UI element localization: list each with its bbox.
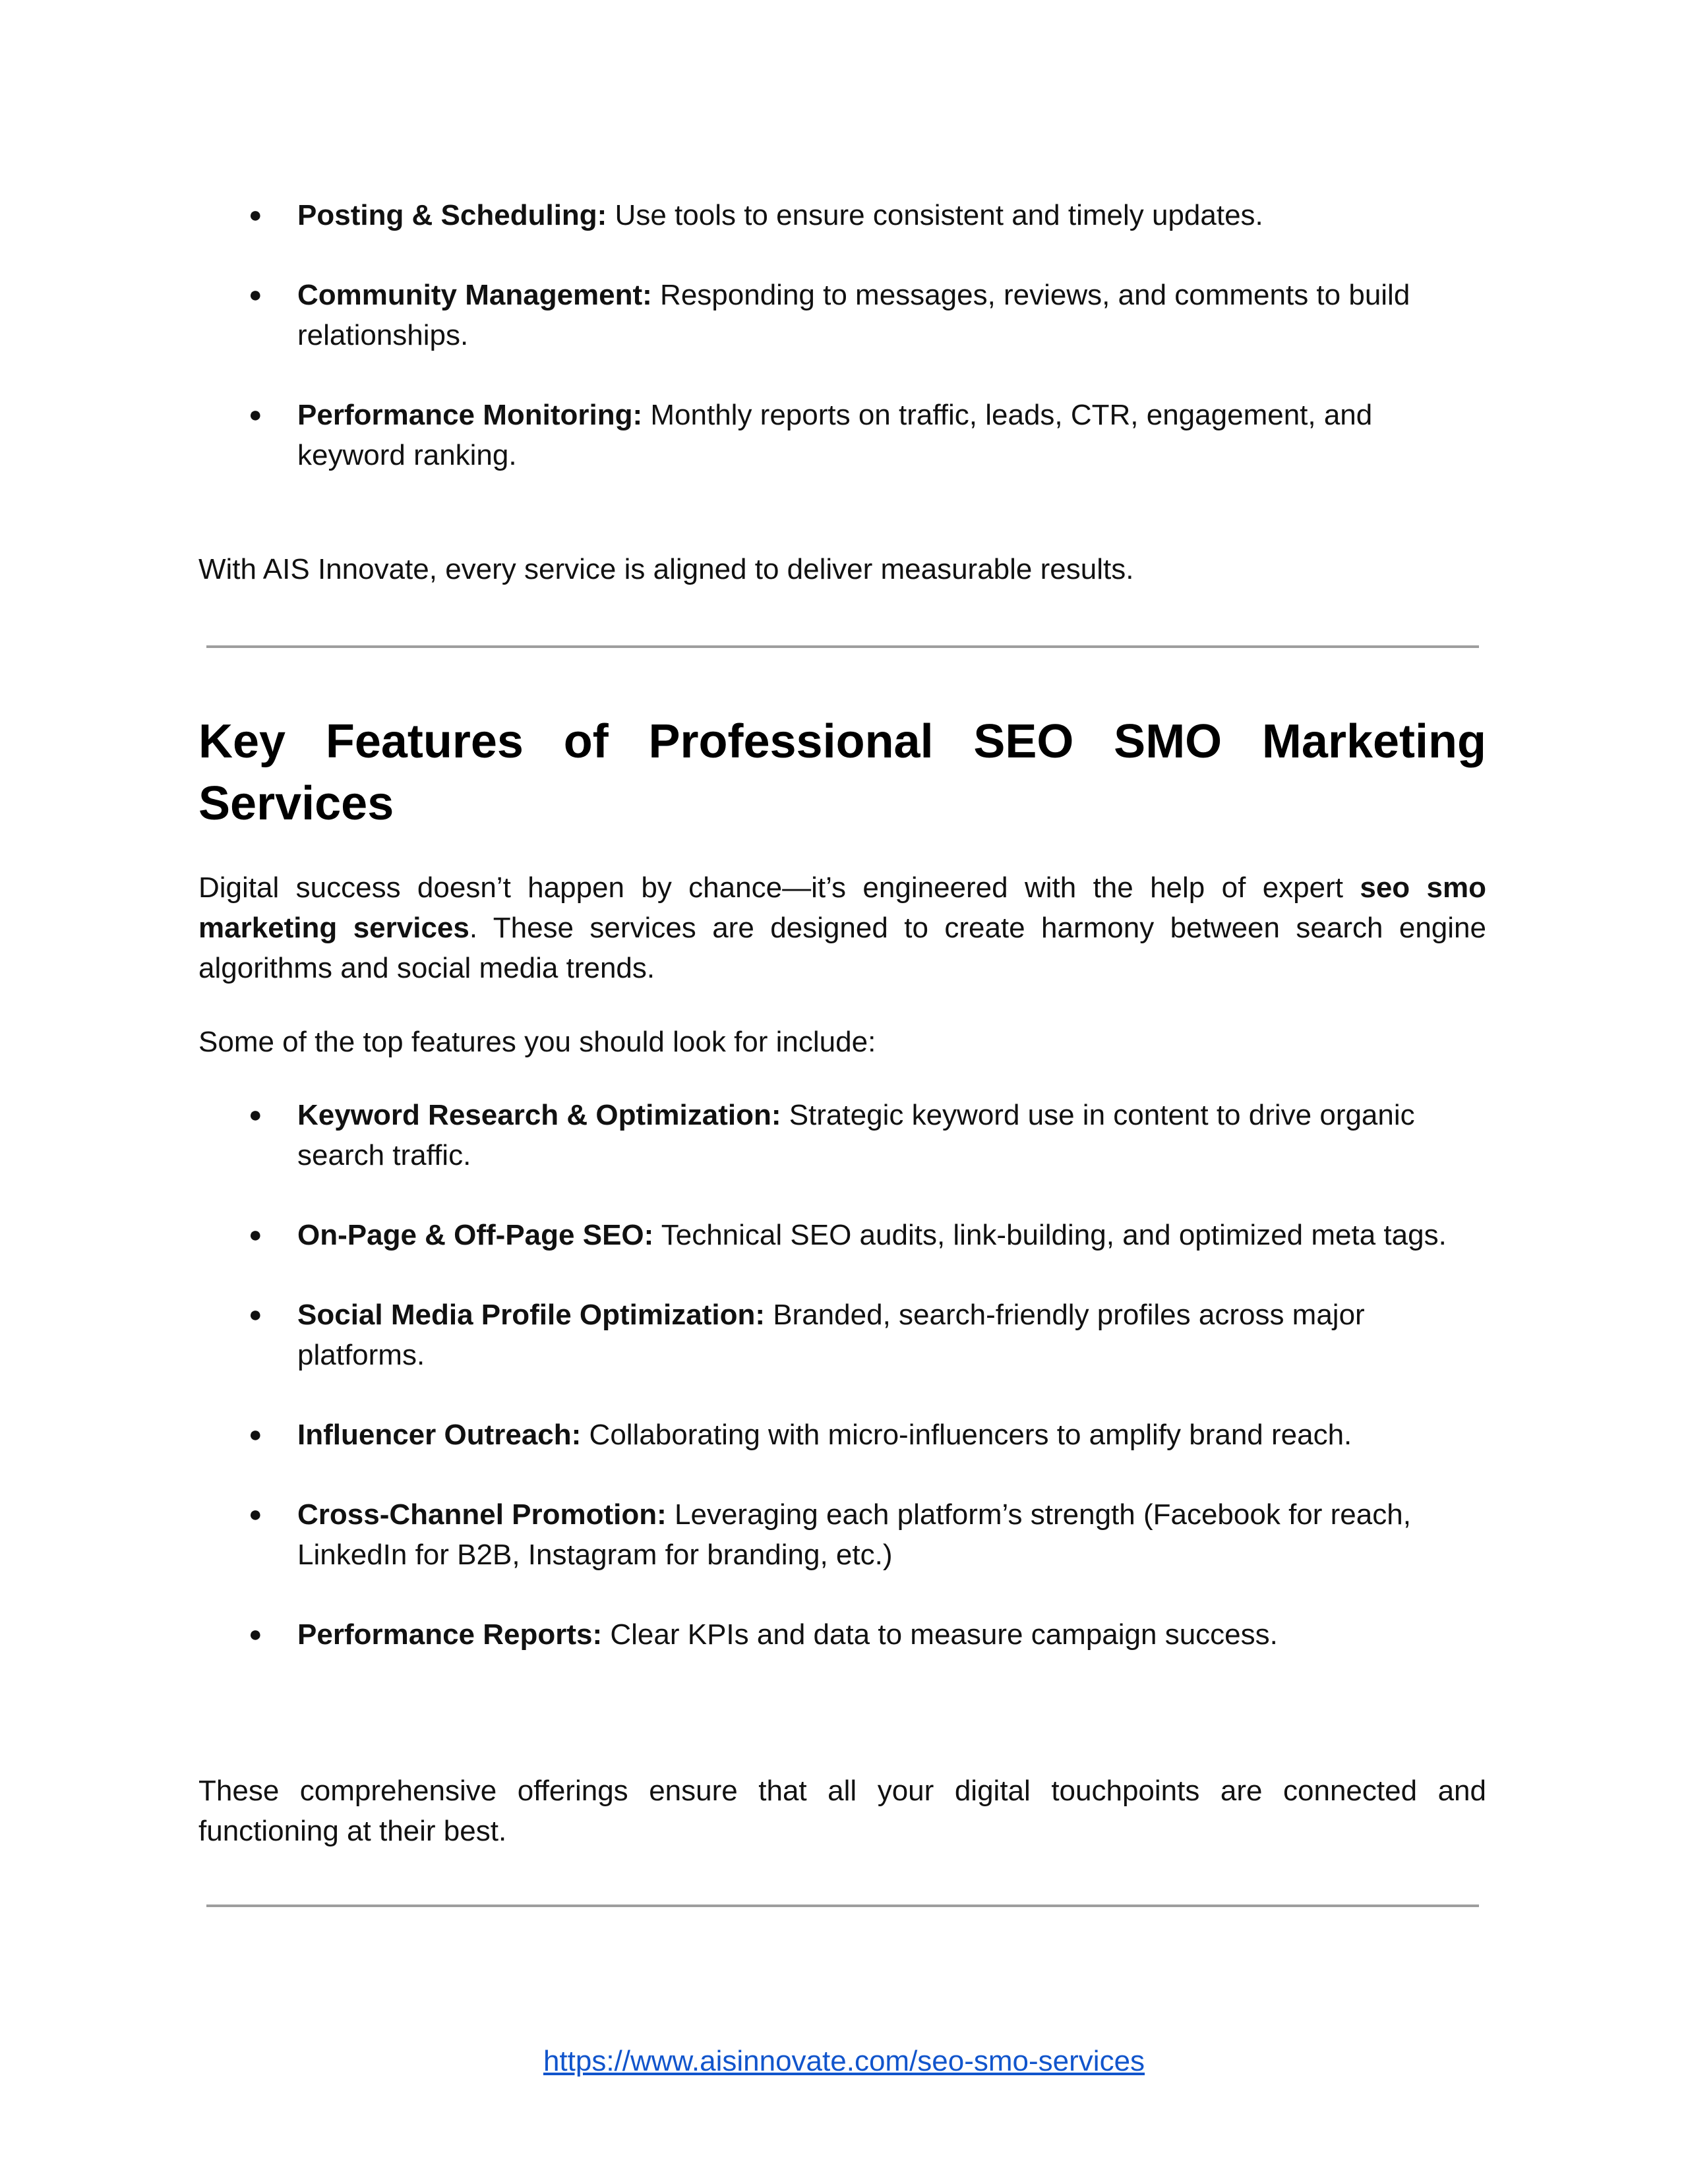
list-item-label: Keyword Research & Optimization: [297,1099,781,1131]
horizontal-divider [206,645,1479,648]
intro-text: Digital success doesn’t happen by chance—it’s engineered with the help of expert [198,871,1360,904]
list-item-text: Clear KPIs and data to measure campaign success. [602,1618,1278,1651]
bullet-icon: ● [249,1622,262,1647]
list-item-text: Branded, search-friendly profiles across major platforms. [297,1299,1365,1371]
list-item-label: On-Page & Off-Page SEO: [297,1219,654,1251]
list-item-label: Community Management: [297,279,652,311]
list-item-text: Use tools to ensure consistent and timely updates. [607,199,1263,231]
section-heading: Key Features of Professional SEO SMO Marketing Services [198,715,1486,830]
list-item-text: Monthly reports on traffic, leads, CTR, engagement, and keyword ranking. [297,399,1373,471]
list-item [198,1494,1486,1575]
intro-keyword: seo smo marketing services [198,871,1486,944]
list-item-text: Responding to messages, reviews, and comments to build relationships. [297,279,1410,351]
list-item-text: Collaborating with micro-influencers to amplify brand reach. [581,1419,1352,1451]
intro-paragraph [198,868,1486,988]
list-item-label: Posting & Scheduling: [297,199,607,231]
list-item [198,1215,1486,1255]
list-item-label: Performance Monitoring: [297,399,643,431]
bullet-icon: ● [249,1102,262,1127]
list-item [198,1095,1486,1175]
list-item-label: Performance Reports: [297,1618,603,1651]
list-item [198,395,1486,475]
list-item-text: Technical SEO audits, link-building, and optimized meta tags. [653,1219,1447,1251]
list-item [198,1614,1486,1655]
list-item [198,275,1486,355]
features-bullet-list [198,1095,1486,1655]
lead-in-text: Some of the top features you should look for include: [198,1026,876,1058]
intro-text-rest: . These services are designed to create harmony between search engine algorithms and social media trends. [198,912,1486,984]
list-item-text: Strategic keyword use in content to drive organic search traffic. [297,1099,1415,1171]
bullet-icon: ● [249,1422,262,1447]
list-item [198,1415,1486,1455]
horizontal-divider [206,1904,1479,1907]
closing-line: With AIS Innovate, every service is aligned to deliver measurable results. [198,553,1134,585]
list-item [198,195,1486,235]
bullet-icon: ● [249,1222,262,1247]
conclusion-paragraph: These comprehensive offerings ensure that all your digital touchpoints are connected and functioning at their best. [198,1775,1486,1847]
list-item-label: Cross-Channel Promotion: [297,1498,667,1531]
bullet-icon: ● [249,402,262,427]
list-item-text: Leveraging each platform’s strength (Facebook for reach, LinkedIn for B2B, Instagram for branding, etc.) [297,1498,1411,1571]
bullet-icon: ● [249,202,262,227]
services-bullet-list [198,195,1486,475]
list-item [198,1295,1486,1375]
bullet-icon: ● [249,1502,262,1527]
list-item-label: Social Media Profile Optimization: [297,1299,765,1331]
bullet-icon: ● [249,282,262,307]
source-url-link[interactable]: https://www.aisinnovate.com/seo-smo-services [543,2045,1145,2077]
list-item-label: Influencer Outreach: [297,1419,582,1451]
footer [0,2041,1688,2081]
bullet-icon: ● [249,1302,262,1327]
